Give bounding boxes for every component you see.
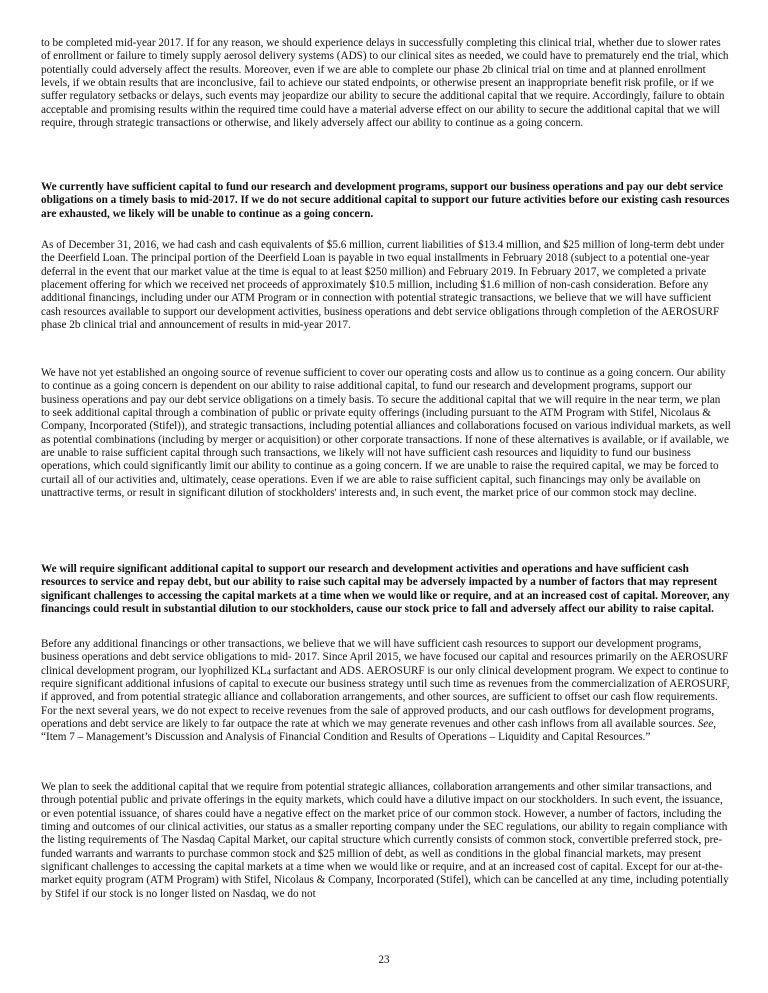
paragraph-going-concern: We have not yet established an ongoing source of revenue sufficient to cover our operating costs and allow us to continue as a going concern. Our ability to continue as a going concern is dependent on our ability to raise additional capital, to fund our research and development programs, support our business operations and pay our debt service obligations on a timely basis. To secure the additional capital that we will require in the near term, we plan to seek additional capital through a combination of public or private equity offerings (including pursuant to the ATM Program with Stifel, Nicolaus & Company, Incorporated (Stifel)), and strategic transactions, including potential alliances and collaborations focused on various individual markets, as well as potential combinations (including by merger or acquisition) or other corporate transactions. If none of these alternatives is available, or if available, we are unable to raise sufficient capital through such transactions, we likely will not have sufficient cash resources and liquidity to fund our business operations, which could significantly limit our ability to continue as a going concern. If we are unable to raise the required capital, we may be forced to curtail all of our activities and, ultimately, cease operations. Even if we are able to raise sufficient capital, such financings may only be available on unattractive terms, or result in significant dilution of stockholders' interests and, in such event, the market price of our common stock may decline.: [41, 367, 731, 500]
heading-capital-sufficiency: We currently have sufficient capital to fund our research and development programs, support our business operations and pay our debt service obligations on a timely basis to mid-2017. If we do not secure additional capital to support our future activities before our existing cash resources are exhausted, we likely will be unable to continue as a going concern.: [41, 181, 730, 220]
paragraph-cash-position: As of December 31, 2016, we had cash and cash equivalents of $5.6 million, current liabilities of $13.4 million, and $25 million of long-term debt under the Deerfield Loan. The principal portion of the Deerfield Loan is payable in two equal installments in February 2018 (subject to a potential one-year deferral in the event that our market value at the time is equal to at least $250 million) and February 2019. In February 2017, we completed a private placement offering for which we received net proceeds of approximately $10.5 million, including $1.6 million of non-cash consideration. Before any additional financings, including under our ATM Program or in connection with potential strategic transactions, we believe that we will have sufficient cash resources available to support our development activities, business operations and debt service obligations through completion of the AEROSURF phase 2b clinical trial and announcement of results in mid-year 2017.: [41, 239, 725, 332]
p6-see-reference: See,: [697, 718, 717, 731]
p6-text-a: Before any additional financings or other transactions, we believe that we will have sufficient cash resources to support our development programs, business operations and debt service obligations to mid- 2017. Since April 2015, we have focused our capital and resources primarily on the AEROSURF clinical development program, our lyophilized KL: [41, 638, 729, 677]
p6-subscript: 4: [266, 666, 271, 677]
page-number: 23: [378, 954, 390, 966]
p6-text-b: surfactant and ADS. AEROSURF is our only clinical development program. We expect to continue to require significant additional infusions of capital to execute our business strategy until such time as revenues from the commercialization of AEROSURF, if approved, and from potential strategic alliance and collaboration arrangements, and other sources, are sufficient to offset our cash flow requirements. For the next several years, we do not expect to receive revenues from the sale of approved products, and our cash outflows for development programs, operations and debt service are likely to far outpace the rate at which we may generate revenues and other cash inflows from all available sources.: [41, 664, 730, 731]
paragraph-trial-risk: to be completed mid-year 2017. If for any reason, we should experience delays in successfully completing this clinical trial, whether due to slower rates of enrollment or failure to timely supply aerosol delivery systems (ADS) to our clinical sites as needed, we could have to prematurely end the trial, which potentially could adversely affect the results. Moreover, even if we are able to complete our phase 2b clinical trial on time and at planned enrollment levels, if we obtain results that are inconclusive, fail to achieve our stated endpoints, or otherwise present an inappropriate benefit risk profile, or if we suffer regulatory setbacks or delays, such events may jeopardize our ability to secure the additional capital that we require. Accordingly, failure to obtain acceptable and promising results within the required time could have a material adverse effect on our ability to secure the additional capital that we will require, through strategic transactions or otherwise, and likely adversely affect our ability to continue as a going concern.: [41, 37, 729, 130]
heading-additional-capital: We will require significant additional capital to support our research and development activities and operations and have sufficient cash resources to service and repay debt, but our ability to raise such capital may be adversely impacted by a number of factors that may represent significant challenges to accessing the capital markets at a time when we would like or require, and at an increased cost of capital. Moreover, any financings could result in substantial dilution to our stockholders, cause our stock price to fall and adversely affect our ability to raise capital.: [41, 563, 730, 616]
paragraph-capital-sources: We plan to seek the additional capital that we require from potential strategic alliances, collaboration arrangements and other similar transactions, and through potential public and private offerings in the equity markets, which could have a dilutive impact on our stockholders. In such event, the issuance, or even potential issuance, of shares could have a negative effect on the market price of our common stock. However, a number of factors, including the timing and outcomes of our clinical activities, our status as a smaller reporting company under the SEC regulations, our ability to regain compliance with the listing requirements of The Nasdaq Capital Market, our capital structure which currently consists of common stock, convertible preferred stock, pre-funded warrants and warrants to purchase common stock and $25 million of debt, as well as conditions in the global financial markets, may present significant challenges to accessing the capital markets at a time when we would like or require, and at an increased cost of capital. Except for our at-the-market equity program (ATM Program) with Stifel, Nicolaus & Company, Incorporated (Stifel), which can be cancelled at any time, including potentially by Stifel if our stock is no longer listed on Nasdaq, we do not: [41, 781, 729, 900]
p6-text-c: “Item 7 – Management’s Discussion and Analysis of Financial Condition and Results of Operations – Liquidity and Capital Resources.”: [41, 731, 651, 744]
paragraph-financing-needs: [41, 638, 731, 745]
